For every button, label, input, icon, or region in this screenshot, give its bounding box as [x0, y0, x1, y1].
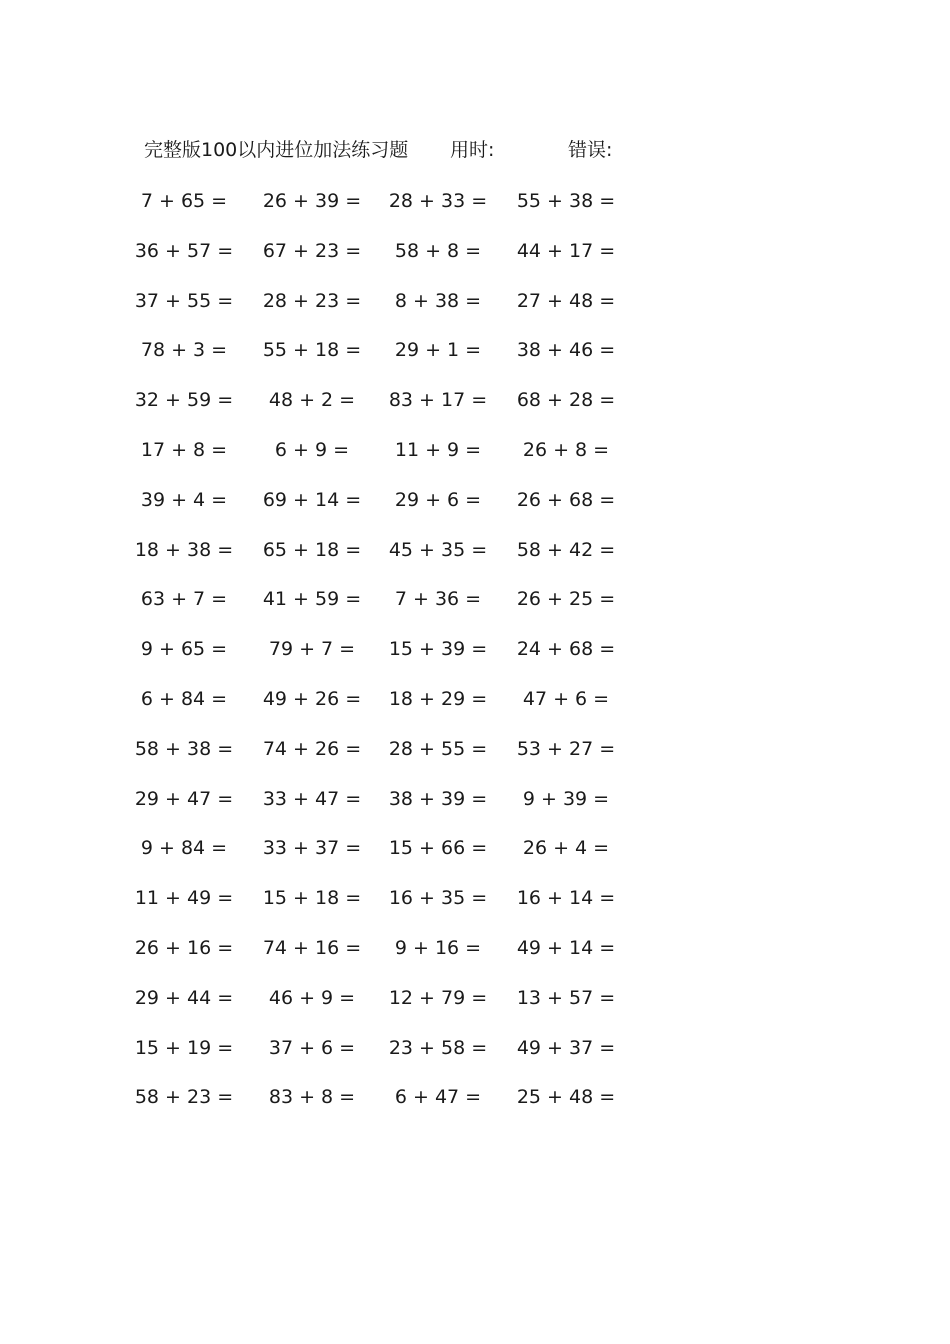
addition-problem: 26 + 4 = [522, 837, 610, 860]
addition-problem: 49 + 26 = [262, 688, 362, 710]
problem-row [0, 883, 950, 913]
problem-row [0, 833, 950, 863]
addition-problem: 25 + 48 = [516, 1086, 616, 1109]
addition-problem: 46 + 9 = [268, 986, 356, 1009]
time-used-label: 用时: [450, 139, 495, 161]
problem-row [0, 634, 950, 664]
addition-problem: 11 + 49 = [134, 887, 234, 910]
addition-problem: 68 + 28 = [516, 389, 616, 412]
addition-problem: 15 + 39 = [388, 638, 488, 661]
addition-problem: 24 + 68 = [516, 638, 616, 661]
addition-problem: 26 + 68 = [516, 488, 616, 511]
addition-problem: 13 + 57 = [516, 986, 616, 1009]
addition-problem: 53 + 27 = [516, 737, 616, 760]
addition-problem: 41 + 59 = [262, 588, 362, 611]
problem-row [0, 535, 950, 565]
addition-problem: 33 + 37 = [262, 837, 362, 860]
problem-row [0, 186, 950, 216]
addition-problem: 29 + 6 = [394, 488, 482, 511]
addition-problem: 28 + 55 = [388, 737, 488, 760]
addition-problem: 17 + 8 = [140, 439, 228, 461]
addition-problem: 58 + 42 = [516, 538, 616, 561]
addition-problem: 7 + 36 = [394, 588, 482, 611]
addition-problem: 9 + 39 = [522, 787, 610, 810]
addition-problem: 45 + 35 = [388, 538, 488, 561]
problem-row [0, 335, 950, 365]
addition-problem: 9 + 16 = [394, 937, 482, 959]
addition-problem: 11 + 9 = [394, 439, 482, 461]
addition-problem: 28 + 23 = [262, 289, 362, 312]
addition-problem: 49 + 37 = [516, 1036, 616, 1059]
addition-problem: 78 + 3 = [140, 339, 228, 362]
addition-problem: 15 + 18 = [262, 887, 362, 910]
addition-problem: 49 + 14 = [516, 937, 616, 959]
addition-problem: 55 + 18 = [262, 339, 362, 362]
problem-row [0, 385, 950, 415]
addition-problem: 8 + 38 = [394, 289, 482, 312]
addition-problem: 55 + 38 = [516, 190, 616, 212]
addition-problem: 74 + 26 = [262, 737, 362, 760]
addition-problem: 16 + 14 = [516, 887, 616, 910]
addition-problem: 15 + 66 = [388, 837, 488, 860]
addition-problem: 27 + 48 = [516, 289, 616, 312]
problem-row [0, 286, 950, 316]
addition-problem: 15 + 19 = [134, 1036, 234, 1059]
problem-row [0, 784, 950, 814]
error-count-label: 错误: [568, 139, 613, 161]
addition-problem: 32 + 59 = [134, 389, 234, 412]
addition-problem: 23 + 58 = [388, 1036, 488, 1059]
addition-problem: 29 + 44 = [134, 986, 234, 1009]
addition-problem: 26 + 39 = [262, 190, 362, 212]
addition-problem: 6 + 9 = [274, 439, 350, 461]
addition-problem: 29 + 1 = [394, 339, 482, 362]
addition-problem: 38 + 46 = [516, 339, 616, 362]
addition-problem: 9 + 84 = [140, 837, 228, 860]
problem-row [0, 933, 950, 963]
addition-problem: 33 + 47 = [262, 787, 362, 810]
addition-problem: 6 + 84 = [140, 688, 228, 710]
addition-problem: 65 + 18 = [262, 538, 362, 561]
addition-problem: 29 + 47 = [134, 787, 234, 810]
addition-problem: 12 + 79 = [388, 986, 488, 1009]
addition-problem: 37 + 55 = [134, 289, 234, 312]
addition-problem: 18 + 38 = [134, 538, 234, 561]
problem-row [0, 1082, 950, 1112]
addition-problem: 18 + 29 = [388, 688, 488, 710]
addition-problem: 79 + 7 = [268, 638, 356, 661]
addition-problem: 28 + 33 = [388, 190, 488, 212]
addition-problem: 74 + 16 = [262, 937, 362, 959]
addition-problem: 6 + 47 = [394, 1086, 482, 1109]
addition-problem: 69 + 14 = [262, 488, 362, 511]
worksheet-title: 完整版100以内进位加法练习题 [144, 139, 409, 161]
problem-row [0, 485, 950, 515]
addition-problem: 37 + 6 = [268, 1036, 356, 1059]
addition-problem: 58 + 38 = [134, 737, 234, 760]
addition-problem: 44 + 17 = [516, 239, 616, 262]
addition-problem: 83 + 8 = [268, 1086, 356, 1109]
addition-problem: 48 + 2 = [268, 389, 356, 412]
addition-problem: 39 + 4 = [140, 488, 228, 511]
problem-row [0, 983, 950, 1013]
addition-problem: 67 + 23 = [262, 239, 362, 262]
problem-row [0, 584, 950, 614]
addition-problem: 26 + 8 = [522, 439, 610, 461]
addition-problem: 7 + 65 = [140, 190, 228, 212]
problem-row [0, 236, 950, 266]
problem-row [0, 435, 950, 465]
addition-problem: 83 + 17 = [388, 389, 488, 412]
addition-problem: 36 + 57 = [134, 239, 234, 262]
addition-problem: 47 + 6 = [522, 688, 610, 710]
addition-problem: 63 + 7 = [140, 588, 228, 611]
addition-problem: 58 + 8 = [394, 239, 482, 262]
addition-problem: 58 + 23 = [134, 1086, 234, 1109]
addition-problem: 38 + 39 = [388, 787, 488, 810]
addition-problem: 16 + 35 = [388, 887, 488, 910]
addition-problem: 26 + 16 = [134, 937, 234, 959]
addition-problem: 26 + 25 = [516, 588, 616, 611]
problem-row [0, 1033, 950, 1063]
addition-problem: 9 + 65 = [140, 638, 228, 661]
problem-row [0, 684, 950, 714]
problem-row [0, 734, 950, 764]
